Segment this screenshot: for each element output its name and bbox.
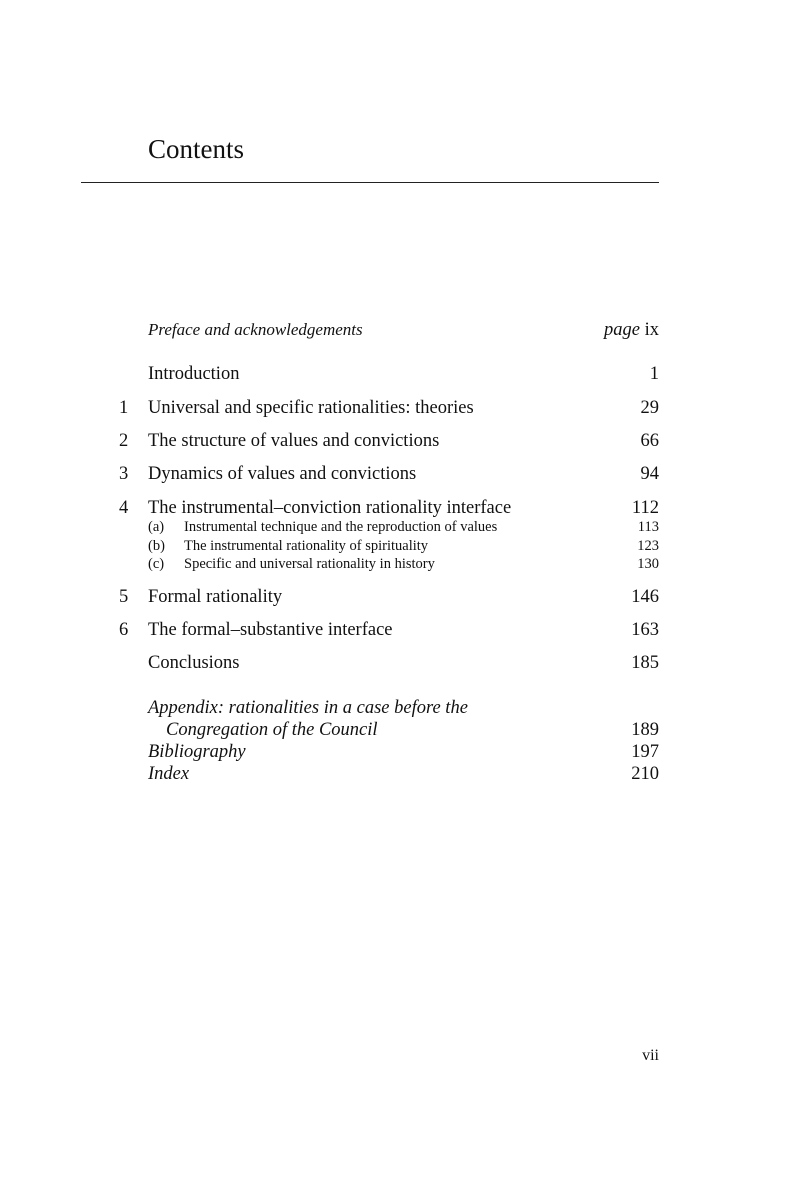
toc-subentry-title: Instrumental technique and the reproduction of values bbox=[184, 519, 498, 535]
toc-entry-title: Preface and acknowledgements bbox=[148, 320, 363, 339]
toc-entry-page: 94 bbox=[640, 464, 659, 484]
toc-entry-title: Index bbox=[148, 764, 190, 784]
toc-entry-index[interactable] bbox=[0, 762, 801, 786]
toc-entry-chapter-6[interactable] bbox=[0, 618, 801, 642]
toc-subentry-page: 113 bbox=[637, 519, 659, 535]
toc-entry-title: Universal and specific rationalities: theories bbox=[148, 398, 474, 418]
toc-entry-chapter-1[interactable] bbox=[0, 396, 801, 420]
page-number: ix bbox=[644, 320, 659, 340]
toc-entry-introduction[interactable] bbox=[0, 362, 801, 386]
toc-subentry-4a[interactable] bbox=[0, 518, 801, 536]
toc-entry-chapter-4[interactable] bbox=[0, 496, 801, 520]
toc-entry-number: 5 bbox=[119, 587, 129, 607]
toc-subentry-letter: (a) bbox=[148, 519, 165, 535]
toc-entry-title-line2: Congregation of the Council bbox=[166, 720, 378, 740]
toc-entry-chapter-3[interactable] bbox=[0, 462, 801, 486]
title-rule bbox=[81, 182, 659, 183]
toc-entry-conclusions[interactable] bbox=[0, 651, 801, 675]
page-folio: vii bbox=[642, 1047, 659, 1064]
toc-entry-bibliography[interactable] bbox=[0, 740, 801, 764]
toc-subentry-letter: (c) bbox=[148, 556, 165, 572]
toc-entry-title: Introduction bbox=[148, 364, 240, 384]
toc-entry-chapter-2[interactable] bbox=[0, 429, 801, 453]
toc-entry-title: Formal rationality bbox=[148, 587, 283, 607]
toc-entry-page bbox=[604, 318, 659, 342]
toc-subentry-4c[interactable] bbox=[0, 555, 801, 573]
toc-subentry-4b[interactable] bbox=[0, 537, 801, 555]
toc-entry-number: 2 bbox=[119, 431, 129, 451]
toc-entry-title: The structure of values and convictions bbox=[148, 431, 440, 451]
page-title: Contents bbox=[148, 134, 245, 164]
toc-entry-page: 66 bbox=[640, 431, 659, 451]
toc-entry-number: 4 bbox=[119, 498, 129, 518]
toc-entry-page: 1 bbox=[649, 364, 659, 384]
toc-entry-page: 197 bbox=[631, 742, 659, 762]
toc-entry-page: 112 bbox=[631, 498, 659, 518]
toc-entry-number: 1 bbox=[119, 398, 129, 418]
toc-entry-chapter-5[interactable] bbox=[0, 585, 801, 609]
toc-subentry-title: The instrumental rationality of spirituality bbox=[184, 538, 429, 554]
toc-entry-page: 189 bbox=[631, 720, 659, 740]
toc-entry-number: 6 bbox=[119, 620, 129, 640]
toc-entry-page: 185 bbox=[631, 653, 659, 673]
toc-entry-title: The formal–substantive interface bbox=[148, 620, 393, 640]
toc-entry-page: 29 bbox=[640, 398, 659, 418]
toc-entry-title: Bibliography bbox=[148, 742, 246, 762]
toc-entry-title: Conclusions bbox=[148, 653, 240, 673]
toc-subentry-letter: (b) bbox=[148, 538, 165, 554]
toc-subentry-page: 123 bbox=[637, 538, 659, 554]
toc-entry-appendix[interactable] bbox=[0, 696, 801, 720]
toc-entry-page: 163 bbox=[631, 620, 659, 640]
toc-entry-title: The instrumental–conviction rationality interface bbox=[148, 498, 512, 518]
toc-subentry-title: Specific and universal rationality in history bbox=[184, 556, 435, 572]
toc-entry-title-line1: Appendix: rationalities in a case before the bbox=[148, 698, 468, 718]
toc-entry-title: Dynamics of values and convictions bbox=[148, 464, 417, 484]
toc-entry-number: 3 bbox=[119, 464, 129, 484]
toc-entry-appendix-continued[interactable] bbox=[0, 718, 801, 742]
toc-entry-preface[interactable] bbox=[0, 318, 801, 342]
toc-entry-page: 146 bbox=[631, 587, 659, 607]
page-label: page bbox=[604, 320, 640, 340]
toc-entry-page: 210 bbox=[631, 764, 659, 784]
toc-subentry-page: 130 bbox=[637, 556, 659, 572]
